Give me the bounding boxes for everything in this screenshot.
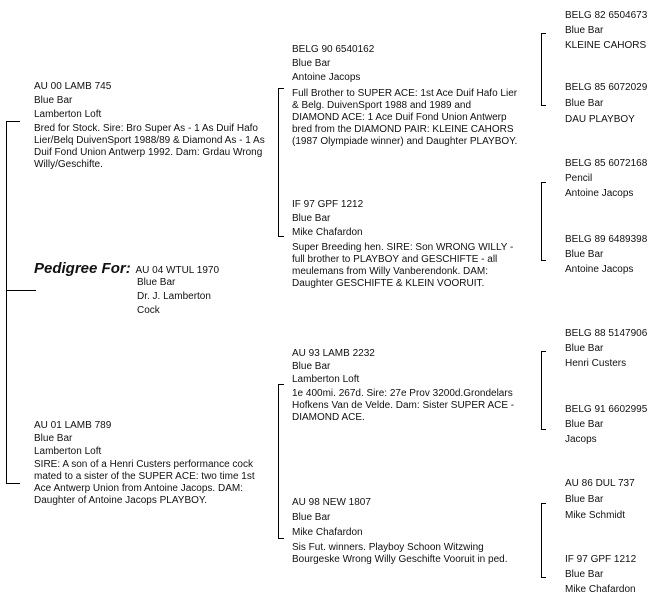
gg-owner: Antoine Jacops (565, 188, 634, 199)
pedigree-heading: Pedigree For: (34, 260, 131, 277)
bracket-line (541, 105, 546, 106)
sire-sire-ring: BELG 90 6540162 (292, 44, 375, 55)
sire-block (34, 81, 266, 171)
dam-sire-ring: AU 93 LAMB 2232 (292, 348, 375, 359)
dam-sire-owner: Lamberton Loft (292, 374, 360, 385)
gg-block-8 (565, 554, 636, 596)
gg-block-2 (565, 82, 647, 126)
gg-ring: BELG 88 5147906 (565, 328, 648, 339)
gg-color: Blue Bar (565, 419, 604, 430)
subject-ring: AU 04 WTUL 1970 (135, 265, 220, 276)
bracket-line (278, 88, 279, 236)
gg-block-6 (565, 404, 647, 446)
gg-owner: Antoine Jacops (565, 264, 634, 275)
sire-sire-owner: Antoine Jacops (292, 72, 361, 83)
sire-loft: Lamberton Loft (34, 109, 102, 120)
bracket-line (541, 503, 546, 504)
gg-ring: AU 86 DUL 737 (565, 478, 635, 489)
bracket-line (6, 483, 20, 484)
subject-sex: Cock (137, 305, 160, 316)
gg-block-1 (565, 10, 647, 52)
gg-block-3 (565, 158, 647, 200)
bracket-line (541, 182, 542, 260)
dam-block (34, 420, 270, 507)
gg-block-5 (565, 328, 647, 370)
gg-color: Blue Bar (565, 569, 604, 580)
gg-owner: Mike Schmidt (565, 510, 626, 521)
dam-dam-color: Blue Bar (292, 512, 331, 523)
sire-sire-note: Full Brother to SUPER ACE: 1st Ace Duif Hafo Lier & Belg. DuivenSport 1988 and 1989 and DIAMOND ACE: 1 Ace Duif Fond Union Antwerp bred from the DIAMOND PAIR: KLEINE CAHORS (1987 Olympiade winner) and Daughter PLAYBOY. (292, 88, 518, 147)
gg-ring: BELG 89 6489398 (565, 234, 648, 245)
sire-ring: AU 00 LAMB 745 (34, 81, 112, 92)
bracket-line (541, 503, 542, 577)
gg-ring: IF 97 GPF 1212 (565, 554, 637, 565)
sire-color: Blue Bar (34, 95, 73, 106)
dam-color: Blue Bar (34, 433, 73, 444)
dam-sire-note: 1e 400mi. 267d. Sire: 27e Prov 3200d.Grondelars Hofkens Van de Velde. Dam: Sister SUPER ACE - DIAMOND ACE. (292, 388, 515, 423)
gg-owner: DAU PLAYBOY (565, 114, 635, 125)
sire-note: Bred for Stock. Sire: Bro Super As - 1 As Duif Hafo Lier/Belq DuivenSport 1988/89 & Diamond As - 1 As Duif Fond Union Antwerp 1992. Dam: Grdau Wrong Willy/Geschifte. (34, 123, 265, 170)
sire-dam-owner: Mike Chafardon (292, 227, 363, 238)
bracket-line (6, 290, 36, 291)
subject-breeder: Dr. J. Lamberton (137, 291, 211, 302)
subject-details (137, 277, 211, 317)
bracket-line (541, 182, 546, 183)
bracket-line (278, 236, 284, 237)
bracket-line (278, 538, 284, 539)
subject-block (34, 261, 284, 277)
gg-block-7 (565, 478, 635, 522)
gg-block-4 (565, 234, 647, 276)
sire-sire-block (292, 44, 518, 148)
gg-owner: KLEINE CAHORS (565, 40, 647, 51)
bracket-line (6, 121, 7, 483)
gg-color: Blue Bar (565, 343, 604, 354)
dam-loft: Lamberton Loft (34, 446, 102, 457)
sire-dam-block (292, 199, 518, 290)
gg-owner: Jacops (565, 434, 597, 445)
dam-ring: AU 01 LAMB 789 (34, 420, 112, 431)
bracket-line (541, 351, 546, 352)
bracket-line (541, 260, 546, 261)
sire-dam-ring: IF 97 GPF 1212 (292, 199, 364, 210)
dam-dam-note: Sis Fut. winners. Playboy Schoon Witzwing Bourgeske Wrong Willy Geschifte Vooruit in ped. (292, 542, 508, 565)
gg-color: Blue Bar (565, 494, 604, 505)
subject-color: Blue Bar (137, 277, 176, 288)
dam-dam-block (292, 497, 518, 566)
bracket-line (541, 429, 546, 430)
bracket-line (278, 384, 279, 538)
gg-ring: BELG 85 6072168 (565, 158, 648, 169)
gg-color: Blue Bar (565, 249, 604, 260)
gg-color: Blue Bar (565, 25, 604, 36)
sire-dam-note: Super Breeding hen. SIRE: Son WRONG WILLY - full brother to PLAYBOY and GESCHIFTE - all meulemans from Willy Vanberendonk. DAM: Daughter GESCHIFTE & KLEIN VOORUIT. (292, 242, 514, 289)
sire-sire-color: Blue Bar (292, 58, 331, 69)
bracket-line (278, 384, 284, 385)
dam-dam-ring: AU 98 NEW 1807 (292, 497, 371, 508)
bracket-line (278, 88, 284, 89)
gg-color: Pencil (565, 173, 593, 184)
bracket-line (541, 351, 542, 429)
bracket-line (541, 577, 546, 578)
dam-note: SIRE: A son of a Henri Custers performance cock mated to a sister of the SUPER ACE: two time 1st Ace Antwerp Union from Antoine Jacops. DAM: Daughter of Antoine Jacops PLAYBOY. (34, 459, 255, 506)
bracket-line (541, 33, 546, 34)
dam-sire-block (292, 348, 518, 424)
gg-color: Blue Bar (565, 98, 604, 109)
bracket-line (6, 121, 20, 122)
dam-dam-owner: Mike Chafardon (292, 527, 363, 538)
gg-ring: BELG 85 6072029 (565, 82, 648, 93)
gg-owner: Mike Chafardon (565, 584, 636, 595)
gg-owner: Henri Custers (565, 358, 627, 369)
sire-dam-color: Blue Bar (292, 213, 331, 224)
gg-ring: BELG 82 6504673 (565, 10, 648, 21)
bracket-line (541, 33, 542, 105)
dam-sire-color: Blue Bar (292, 361, 331, 372)
gg-ring: BELG 91 6602995 (565, 404, 648, 415)
